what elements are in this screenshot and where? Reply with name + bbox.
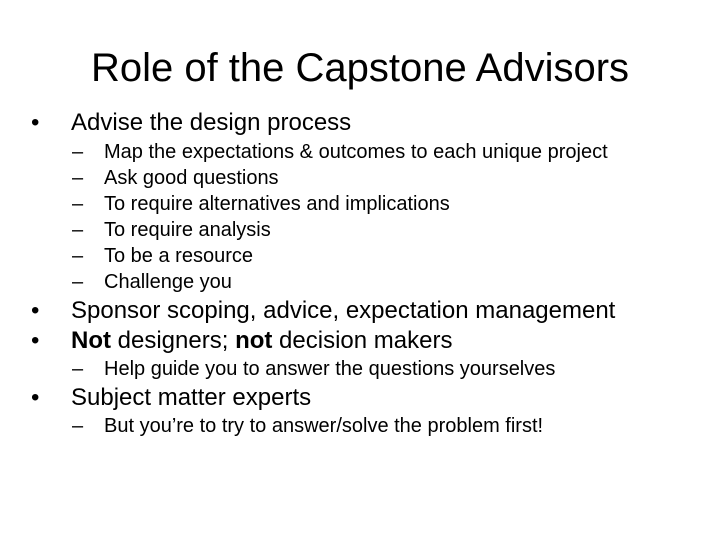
bullet-marker: • — [31, 109, 40, 136]
sub-bullet-marker: – — [72, 141, 84, 163]
bullet-marker: • — [31, 384, 40, 411]
slide-title: Role of the Capstone Advisors — [90, 46, 630, 90]
sub-bullet-marker: – — [72, 219, 84, 241]
emphasis-not: not — [235, 327, 273, 354]
bullet-marker: • — [31, 327, 40, 354]
sub-bullet-marker: – — [72, 415, 84, 437]
bullet-text: Sponsor scoping, advice, expectation management — [71, 297, 616, 324]
sub-bullet-marker: – — [72, 271, 84, 293]
text-decision-makers: decision makers — [272, 327, 453, 354]
sub-bullet-text: Map the expectations & outcomes to each unique project — [104, 141, 608, 163]
bullet-text: Subject matter experts — [71, 384, 312, 411]
text-designers: designers; — [110, 327, 236, 354]
sub-bullet-text: Challenge you — [104, 271, 232, 293]
bullet-text: Advise the design process — [71, 109, 352, 136]
bullet-text — [71, 326, 452, 356]
emphasis-not: Not — [71, 327, 111, 354]
bullet-marker: • — [31, 297, 40, 324]
sub-bullet-text: To require analysis — [104, 219, 271, 241]
sub-bullet-marker: – — [72, 245, 84, 267]
sub-bullet-marker: – — [72, 193, 84, 215]
sub-bullet-text: Help guide you to answer the questions yourselves — [104, 358, 556, 380]
sub-bullet-text: To require alternatives and implications — [104, 193, 450, 215]
sub-bullet-text: To be a resource — [104, 245, 253, 267]
sub-bullet-marker: – — [72, 167, 84, 189]
sub-bullet-text: Ask good questions — [104, 167, 279, 189]
sub-bullet-text: But you’re to try to answer/solve the problem first! — [104, 415, 544, 437]
sub-bullet-marker: – — [72, 358, 84, 380]
